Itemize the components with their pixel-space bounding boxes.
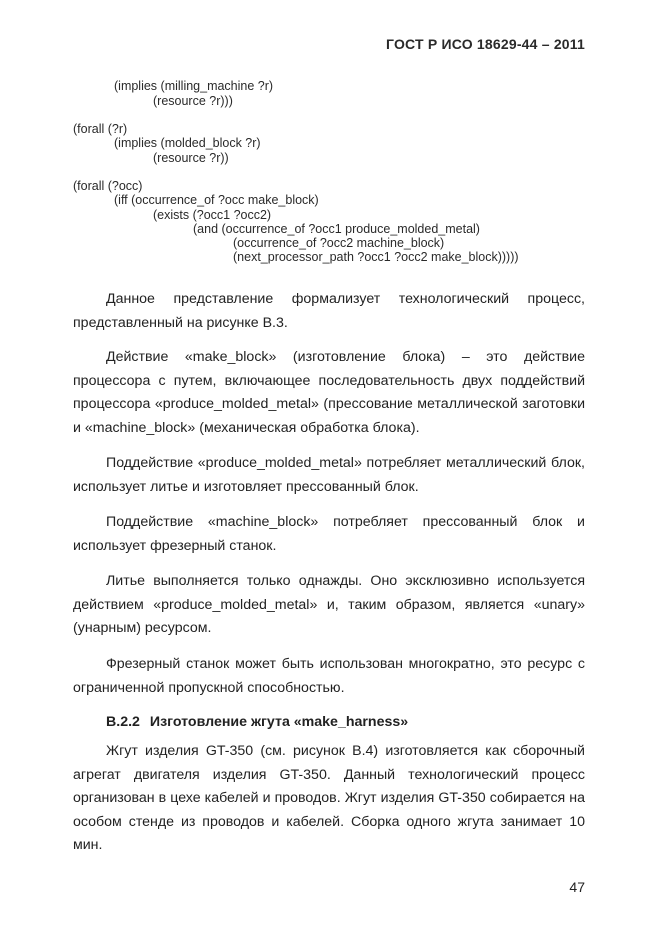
paragraph <box>73 740 585 858</box>
code-line: (occurrence_of ?occ2 machine_block) <box>233 236 445 250</box>
section-title: Изготовление жгута «make_harness» <box>149 714 409 730</box>
code-line: (implies (milling_machine ?r) <box>114 79 274 93</box>
paragraph <box>73 653 585 700</box>
code-line: (resource ?r)) <box>153 151 229 165</box>
paragraph-text: Фрезерный станок может быть использован многократно, это ресурс с ограниченной пропускной способностью. <box>73 656 585 696</box>
paragraph <box>73 511 585 558</box>
paragraph-text: Поддействие «machine_block» потребляет прессованный блок и использует фрезерный станок. <box>73 514 585 554</box>
paragraph <box>73 288 585 335</box>
section-heading <box>106 714 408 730</box>
code-line: (iff (occurrence_of ?occ make_block) <box>114 193 319 207</box>
code-line: (forall (?r) <box>73 122 128 136</box>
paragraph-text: Данное представление формализует технологический процесс, представленный на рисунке В.3. <box>73 291 585 331</box>
code-line: (exists (?occ1 ?occ2) <box>153 208 272 222</box>
document-header: ГОСТ Р ИСО 18629-44 – 2011 <box>386 36 585 52</box>
code-line: (resource ?r))) <box>153 94 233 108</box>
paragraph <box>73 570 585 641</box>
paragraph-text: Действие «make_block» (изготовление блока) – это действие процессора с путем, включающее последовательность двух поддействий процессора «produce_molded_metal» (прессование металлической заготовки и «machine_block» (механическая обработка блока). <box>73 349 585 436</box>
code-line: (forall (?occ) <box>73 179 143 193</box>
paragraph <box>73 346 585 440</box>
paragraph-text: Поддействие «produce_molded_metal» потребляет металлический блок, использует литье и изготовляет прессованный блок. <box>73 455 585 495</box>
code-line: (implies (molded_block ?r) <box>114 136 261 150</box>
paragraph-text: Литье выполняется только однажды. Оно эксклюзивно используется действием «produce_molded_metal» и, таким образом, является «unary» (унарным) ресурсом. <box>73 573 585 636</box>
code-line: (next_processor_path ?occ1 ?occ2 make_block))))) <box>233 250 519 264</box>
paragraph-text: Жгут изделия GT-350 (см. рисунок В.4) изготовляется как сборочный агрегат двигателя изделия GT-350. Данный технологический процесс организован в цехе кабелей и проводов. Жгут изделия GT-350 собирается на особом стенде из проводов и кабелей. Сборка одного жгута занимает 10 мин. <box>73 743 585 853</box>
page-number: 47 <box>569 879 585 895</box>
code-line: (and (occurrence_of ?occ1 produce_molded_metal) <box>193 222 480 236</box>
paragraph <box>73 452 585 499</box>
section-number: В.2.2 <box>106 714 140 730</box>
